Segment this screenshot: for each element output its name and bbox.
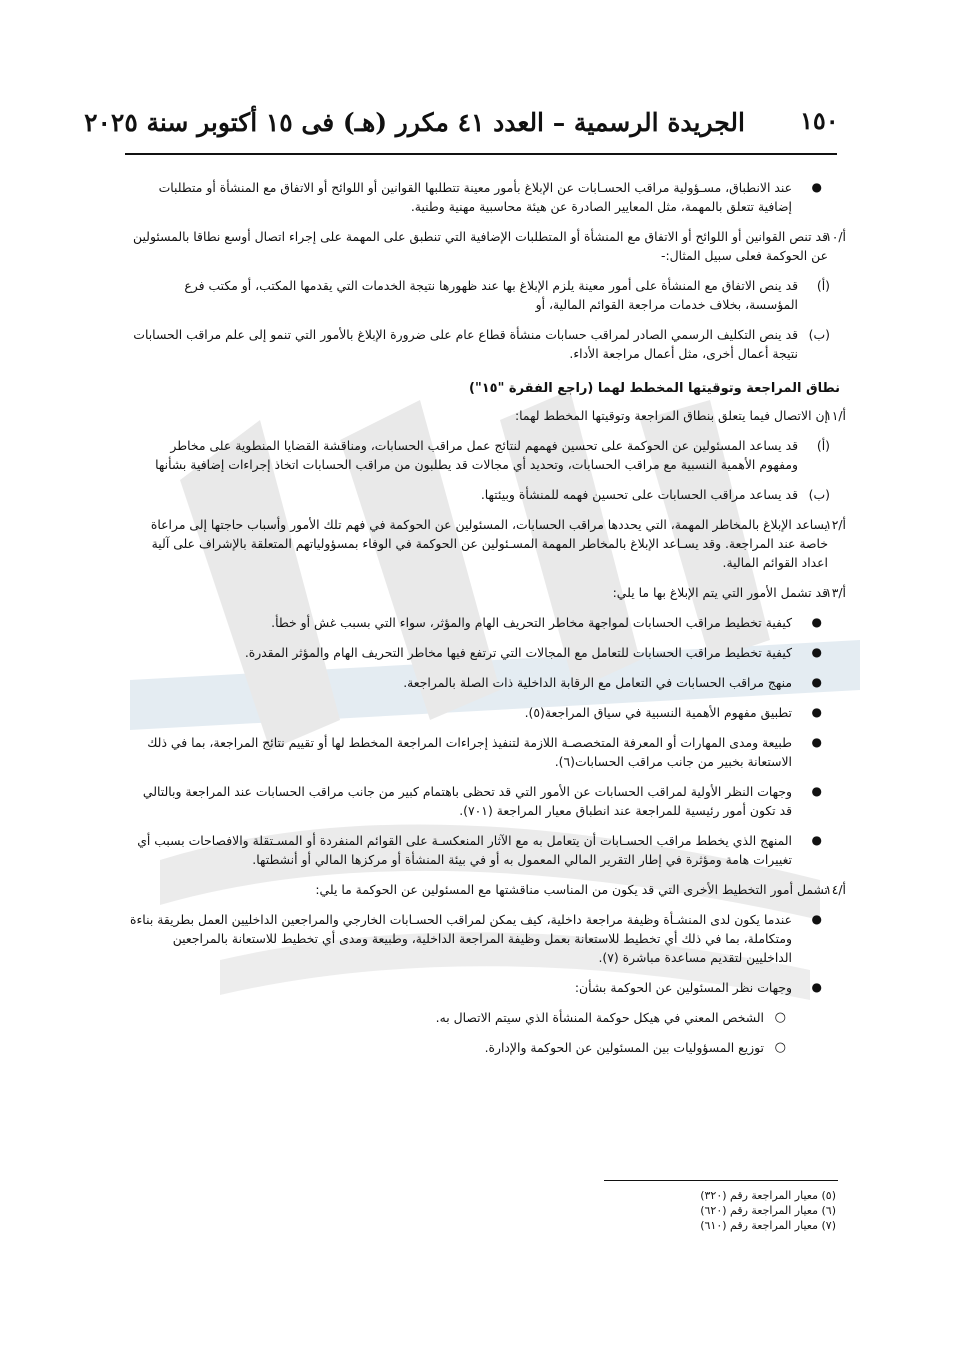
list-item-text: تطبيق مفهوم الأهمية النسبية في سياق المراجعة(٥). [524,705,792,720]
paragraph-10 [130,227,846,265]
nested-item-text: الشخص المعني في هيكل حوكمة المنشأة الذي سيتم الاتصال به. [435,1010,764,1025]
list-item [130,178,840,216]
sub-item-text: قد ينص الاتفاق مع المنشأة على أمور معينة يلزم الإبلاغ بها عند ظهورها نتيجة الخدمات التي يقدمها المكتب، أو مكتب فرع المؤسسة، بخلاف خدمات مراجعة القوائم المالية، أو [184,278,798,312]
sub-item-marker: (أ) [816,278,830,293]
paragraph-12 [130,515,846,572]
list-item-text: المنهج الذي يخطط مراقب الحسـابات أن يتعامل به مع الآثار المنعكسـة على القوائم المنفردة أو المسـتقلة والافصاحات بسبب أي تغييرات هامة ومؤثرة في إطار التقرير المالي المعمول به أو في بيئة المنشأة أو مركزها المالي أو أنشطتها. [137,833,792,867]
nested-item-text: توزيع المسؤوليات بين المسئولين عن الحوكمة والإدارة. [484,1040,764,1055]
list-item-text: وجهات نظر المسئولين عن الحوكمة بشأن: [574,980,792,995]
paragraph-label: أ/١٢ [825,517,846,532]
page-number: ١٥٠ [800,106,839,135]
section-heading: نطاق المراجعة وتوقيتها المخطط لهما (راجع الفقرة "١٥") [469,381,840,396]
sub-item [130,325,840,363]
sub-item-marker: (ب) [808,487,830,502]
footnote-divider [604,1180,838,1181]
paragraph-text: تشمل أمور التخطيط الأخرى التي قد يكون من المناسب مناقشتها مع المسئولين عن الحوكمة ما يلي: [315,882,828,897]
sub-item-text: قد ينص التكليف الرسمي الصادر لمراقب حسابات منشأة قطاع عام على ضرورة الإبلاغ بالأمور التي تنمو إلى علم مراقب الحسابات نتيجة أعمال أخرى، مثل أعمال مراجعة الأداء. [133,327,798,361]
paragraph-11 [130,406,846,425]
paragraph-text: قد تشمل الأمور التي يتم الإبلاغ بها ما يلي: [612,585,828,600]
sub-item-marker: (ب) [808,327,830,342]
list-item [130,643,840,662]
sub-item-text: قد يساعد المسئولين عن الحوكمة على تحسين فهمهم لنتائج عمل مراقب الحسابات، ومناقشة القضايا المنطوية على مخاطر ومفهوم الأهمية النسبية مع مراقب الحسابات، وتحديد أي مجالات قد يطلبون من مراقب الحسابات اتخاذ إجراءات إضافية بشأنها [155,438,798,472]
bullet-marker: ● [811,784,822,798]
header-divider [125,153,837,155]
paragraph-label: أ/١١ [825,408,846,423]
paragraph-text: يساعد الإبلاغ بالمخاطر المهمة، التي يحددها مراقب الحسابات، المسئولين عن الحوكمة في فهم تلك الأمور وأسباب حاجتها إلى مراعاة خاصة عند المراجعة. وقد يسـاعد الإبلاغ بالمخاطر المهمة المسـئولين عن الحوكمة في الوفاء بمسؤولياتهم المتعلقة بالإشراف على آلية اعداد القوائم المالية. [150,517,828,570]
circle-bullet-icon: ○ [774,1040,786,1055]
bullet-marker: ● [811,615,822,629]
bullet-marker: ● [811,675,822,689]
sub-item-marker: (أ) [816,438,830,453]
paragraph-label: أ/١٤ [825,882,846,897]
list-item [130,703,840,722]
footnotes [536,1188,836,1233]
sub-item [130,485,840,504]
list-item [130,733,840,771]
list-item-text: كيفية تخطيط مراقب الحسابات لمواجهة مخاطر التحريف الهام والمؤثر، سواء التي بسبب غش أو خطأ. [271,615,792,630]
paragraph-label: أ/١٣ [825,585,846,600]
bullet-marker: ● [811,912,822,926]
list-item-text: منهج مراقب الحسابات في التعامل مع الرقابة الداخلية ذات الصلة بالمراجعة. [403,675,792,690]
footnote: (٥) معيار المراجعة رقم (٣٢٠) [700,1189,836,1202]
list-item-text: طبيعة ومدى المهارات أو المعرفة المتخصصـة اللازمة لتنفيذ إجراءات المراجعة المخطط لها أو تقييم نتائج المراجعة، بما في ذلك الاستعانة بخبير من جانب مراقب الحسابات(٦). [147,735,792,769]
sub-item [130,436,840,474]
list-item [130,782,840,820]
bullet-marker: ● [811,735,822,749]
nested-list-item [130,1038,840,1057]
list-item [130,673,840,692]
footnote: (٦) معيار المراجعة رقم (٦٢٠) [700,1204,836,1217]
list-item-text: عندما يكون لدى المنشـأة وظيفة مراجعة داخلية، كيف يمكن لمراقب الحسـابات الخارجي والمراجعين الداخليين العمل بطريقة بناءة ومتكاملة، بما في ذلك أي تخطيط للاستعانة بعمل وظيفة المراجعة الداخلية، وطبيعة ومدى أي تخطيط للاستعانة بالمراجعين الداخليين لتقديم مساعدة مباشرة (٧). [129,912,792,965]
page-header-title: الجريدة الرسمية – العدد ٤١ مكرر (هـ) فى ١٥ أكتوبر سنة ٢٠٢٥ [84,108,745,137]
sub-item [130,276,840,314]
bullet-marker: ● [811,833,822,847]
footnote: (٧) معيار المراجعة رقم (٦١٠) [700,1219,836,1232]
paragraph-text: قد تنص القوانين أو اللوائح أو الاتفاق مع المنشأة أو المتطلبات الإضافية التي تنطبق على المهمة على إجراء اتصال أوسع نطاقا بالمسئولين عن الحوكمة فعلى سبيل المثال:- [133,229,828,263]
bullet-marker: ● [811,645,822,659]
paragraph-text: إن الاتصال فيما يتعلق بنطاق المراجعة وتوقيتها المخطط لهما: [514,408,828,423]
bullet-marker: ● [811,180,822,194]
list-item [130,831,840,869]
paragraph-13 [130,583,846,602]
list-item-text: كيفية تخطيط مراقب الحسابات للتعامل مع المجالات التي ترتفع فيها مخاطر التحريف الهام والمؤثر المقدرة. [244,645,792,660]
list-item-text: عند الانطباق، مسـؤولية مراقب الحسـابات عن الإبلاغ بأمور معينة تتطلبها القوانين أو اللوائح أو الاتفاق مع المنشأة أو متطلبات إضافية تتعلق بالمهمة، مثل المعايير الصادرة عن هيئة محاسبية مهنية وطنية. [158,180,792,214]
paragraph-14 [130,880,846,899]
sub-item-text: قد يساعد مراقب الحسابات على تحسين فهمه للمنشأة وبيئتها. [480,487,798,502]
document-body [129,178,846,1068]
list-item [130,978,840,997]
list-item [130,910,840,967]
list-item-text: وجهات النظر الأولية لمراقب الحسابات عن الأمور التي قد تحظى باهتمام كبير من جانب مراقب الحسابات عند المراجعة وبالتالي قد تكون أمور رئيسية للمراجعة عند انطباق معيار المراجعة (٧٠١). [142,784,792,818]
list-item [130,613,840,632]
paragraph-label: أ/١٠ [825,229,846,244]
bullet-marker: ● [811,705,822,719]
bullet-marker: ● [811,980,822,994]
nested-list-item [130,1008,840,1027]
circle-bullet-icon: ○ [774,1010,786,1025]
